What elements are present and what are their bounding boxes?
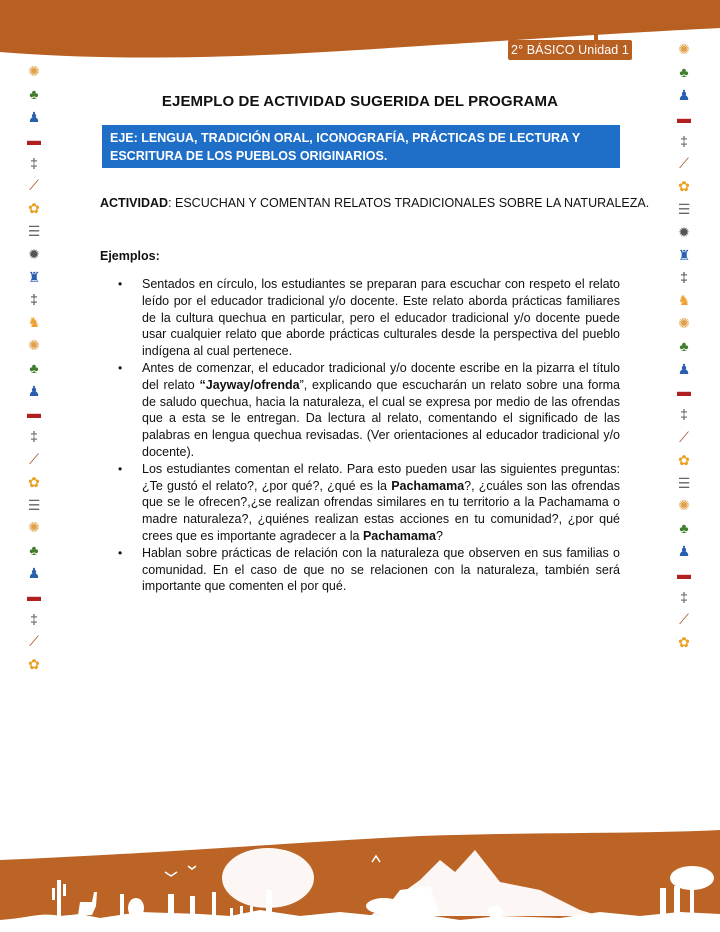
sun-disc-icon: ✺ xyxy=(28,63,40,80)
item-text: Los estudiantes comentan el relato. Para esto pueden usar las siguientes preguntas: ¿Te gustó el relato?, ¿por qué?, ¿qué es la xyxy=(142,461,620,493)
example-item xyxy=(100,360,620,461)
frog-icon: ♣ xyxy=(679,64,689,81)
sun-disc-icon: ✺ xyxy=(678,497,690,514)
condor-icon: ⟋ xyxy=(679,611,689,628)
condor-icon: ⟋ xyxy=(679,155,689,172)
frog-icon: ♣ xyxy=(29,542,39,559)
sun-disc-icon: ✺ xyxy=(28,336,40,353)
page-title: EJEMPLO DE ACTIVIDAD SUGERIDA DEL PROGRAMA xyxy=(161,93,559,110)
blue-mask-icon: ♜ xyxy=(677,246,691,263)
item-text: Hablan sobre prácticas de relación con la naturaleza que observen en sus familias o comunidad. En el caso de que no se relacionen con la naturaleza, también será importante que comenten el por qué. xyxy=(142,545,620,594)
standing-man-icon: ‡ xyxy=(30,428,38,445)
item-text: ?, ¿cuáles son las ofrendas que se le ofrecen?,¿se realizan ofrendas similares en tu territorio a la Pachamama o madre naturaleza?, ¿quiénes realizan estas acciones en tu comunidad?, ¿por qué crees que es importante agradecer a la xyxy=(142,478,620,543)
item-text: ”, explicando que escucharán un relato sobre una forma de saludo quechua, hacia la naturaleza, el cual se expresa por medio de las ofrendas que a esta se le entregan. Da lectura al relato, comentando el significado de las palabras en lengua quechua revisadas. (Ver orientaciones al educador tradicional y/o docente). xyxy=(142,377,620,459)
right-icon-strip xyxy=(664,38,704,654)
flower-icon: ✿ xyxy=(28,473,40,490)
emphasis-text: “Jayway/ofrenda xyxy=(199,377,300,392)
llama-icon: ♞ xyxy=(27,314,41,331)
flower-icon: ✿ xyxy=(678,178,690,195)
red-fox-icon: ▬ xyxy=(27,587,41,604)
condor-icon: ⟋ xyxy=(29,633,39,650)
blue-figure-icon: ♟ xyxy=(677,542,691,559)
emphasis-text: Pachamama xyxy=(362,528,436,543)
flower-icon: ✿ xyxy=(678,451,690,468)
examples-label: Ejemplos: xyxy=(100,249,160,263)
condor-icon: ⟋ xyxy=(679,428,689,445)
sun-disc-icon: ✺ xyxy=(28,519,40,536)
bullet-icon: • xyxy=(118,461,123,476)
emphasis-text: Pachamama xyxy=(391,478,465,493)
striped-man-icon: ‡ xyxy=(30,291,38,308)
unit-badge: 2° BÁSICO Unidad 1 xyxy=(508,40,632,60)
sun-rays-icon: ✹ xyxy=(678,223,690,240)
footer-landscape-illustration xyxy=(0,820,720,932)
frog-icon: ♣ xyxy=(679,520,689,537)
red-fox-icon: ▬ xyxy=(27,131,41,148)
activity-label: ACTIVIDAD xyxy=(100,196,169,210)
bullet-icon: • xyxy=(118,277,123,291)
example-item xyxy=(100,461,620,545)
standing-man-icon: ‡ xyxy=(680,132,688,149)
bullet-icon: • xyxy=(118,360,123,375)
llama-icon: ♞ xyxy=(677,292,691,309)
blue-figure-icon: ♟ xyxy=(27,564,41,581)
example-item xyxy=(100,545,620,595)
item-text: Antes de comenzar, el educador tradicional y/o docente escribe en la pizarra el título del relato xyxy=(142,360,620,392)
flower-icon: ✿ xyxy=(28,200,40,217)
item-text: Sentados en círculo, los estudiantes se preparan para escuchar con respeto el relato leído por el educador tradicional y/o docente. Este relato aborda prácticas familiares de la cultura quechua en particular, pero el educador tradicional y/o docente puede usar cualquier relato que aborde prácticas culturales desde la perspectiva del pueblo indígena al cual pertenece. xyxy=(142,277,620,359)
examples-list xyxy=(100,276,620,595)
blue-figure-icon: ♟ xyxy=(677,86,691,103)
red-fox-icon: ▬ xyxy=(677,565,691,582)
striped-man-icon: ‡ xyxy=(680,269,688,286)
frog-icon: ♣ xyxy=(29,86,39,103)
pot-icon: ☰ xyxy=(677,200,691,217)
activity-text: : ESCUCHAN Y COMENTAN RELATOS TRADICIONALES SOBRE LA NATURALEZA. xyxy=(168,196,650,210)
condor-icon: ⟋ xyxy=(29,450,39,467)
blue-figure-icon: ♟ xyxy=(27,382,41,399)
red-fox-icon: ▬ xyxy=(677,109,691,126)
sun-disc-icon: ✺ xyxy=(678,41,690,58)
left-icon-strip xyxy=(14,60,54,676)
pot-icon: ☰ xyxy=(27,222,41,239)
condor-icon: ⟋ xyxy=(29,177,39,194)
blue-mask-icon: ♜ xyxy=(27,268,41,285)
sun-rays-icon: ✹ xyxy=(28,245,40,262)
standing-man-icon: ‡ xyxy=(680,588,688,605)
pot-icon: ☰ xyxy=(677,474,691,491)
flower-icon: ✿ xyxy=(678,634,690,651)
bullet-icon: • xyxy=(118,545,123,560)
sun-disc-icon: ✺ xyxy=(678,314,690,331)
blue-figure-icon: ♟ xyxy=(27,108,41,125)
standing-man-icon: ‡ xyxy=(30,610,38,627)
frog-icon: ♣ xyxy=(29,359,39,376)
standing-man-icon: ‡ xyxy=(680,406,688,423)
blue-figure-icon: ♟ xyxy=(677,360,691,377)
activity-line xyxy=(100,196,649,210)
standing-man-icon: ‡ xyxy=(30,154,38,171)
example-item xyxy=(100,276,620,360)
frog-icon: ♣ xyxy=(679,337,689,354)
pot-icon: ☰ xyxy=(27,496,41,513)
item-text: ? xyxy=(435,528,443,543)
red-fox-icon: ▬ xyxy=(27,405,41,422)
red-fox-icon: ▬ xyxy=(677,383,691,400)
eje-banner: EJE: LENGUA, TRADICIÓN ORAL, ICONOGRAFÍA, PRÁCTICAS DE LECTURA Y ESCRITURA DE LOS PUEBLOS ORIGINARIOS. xyxy=(102,125,620,168)
flower-icon: ✿ xyxy=(28,656,40,673)
